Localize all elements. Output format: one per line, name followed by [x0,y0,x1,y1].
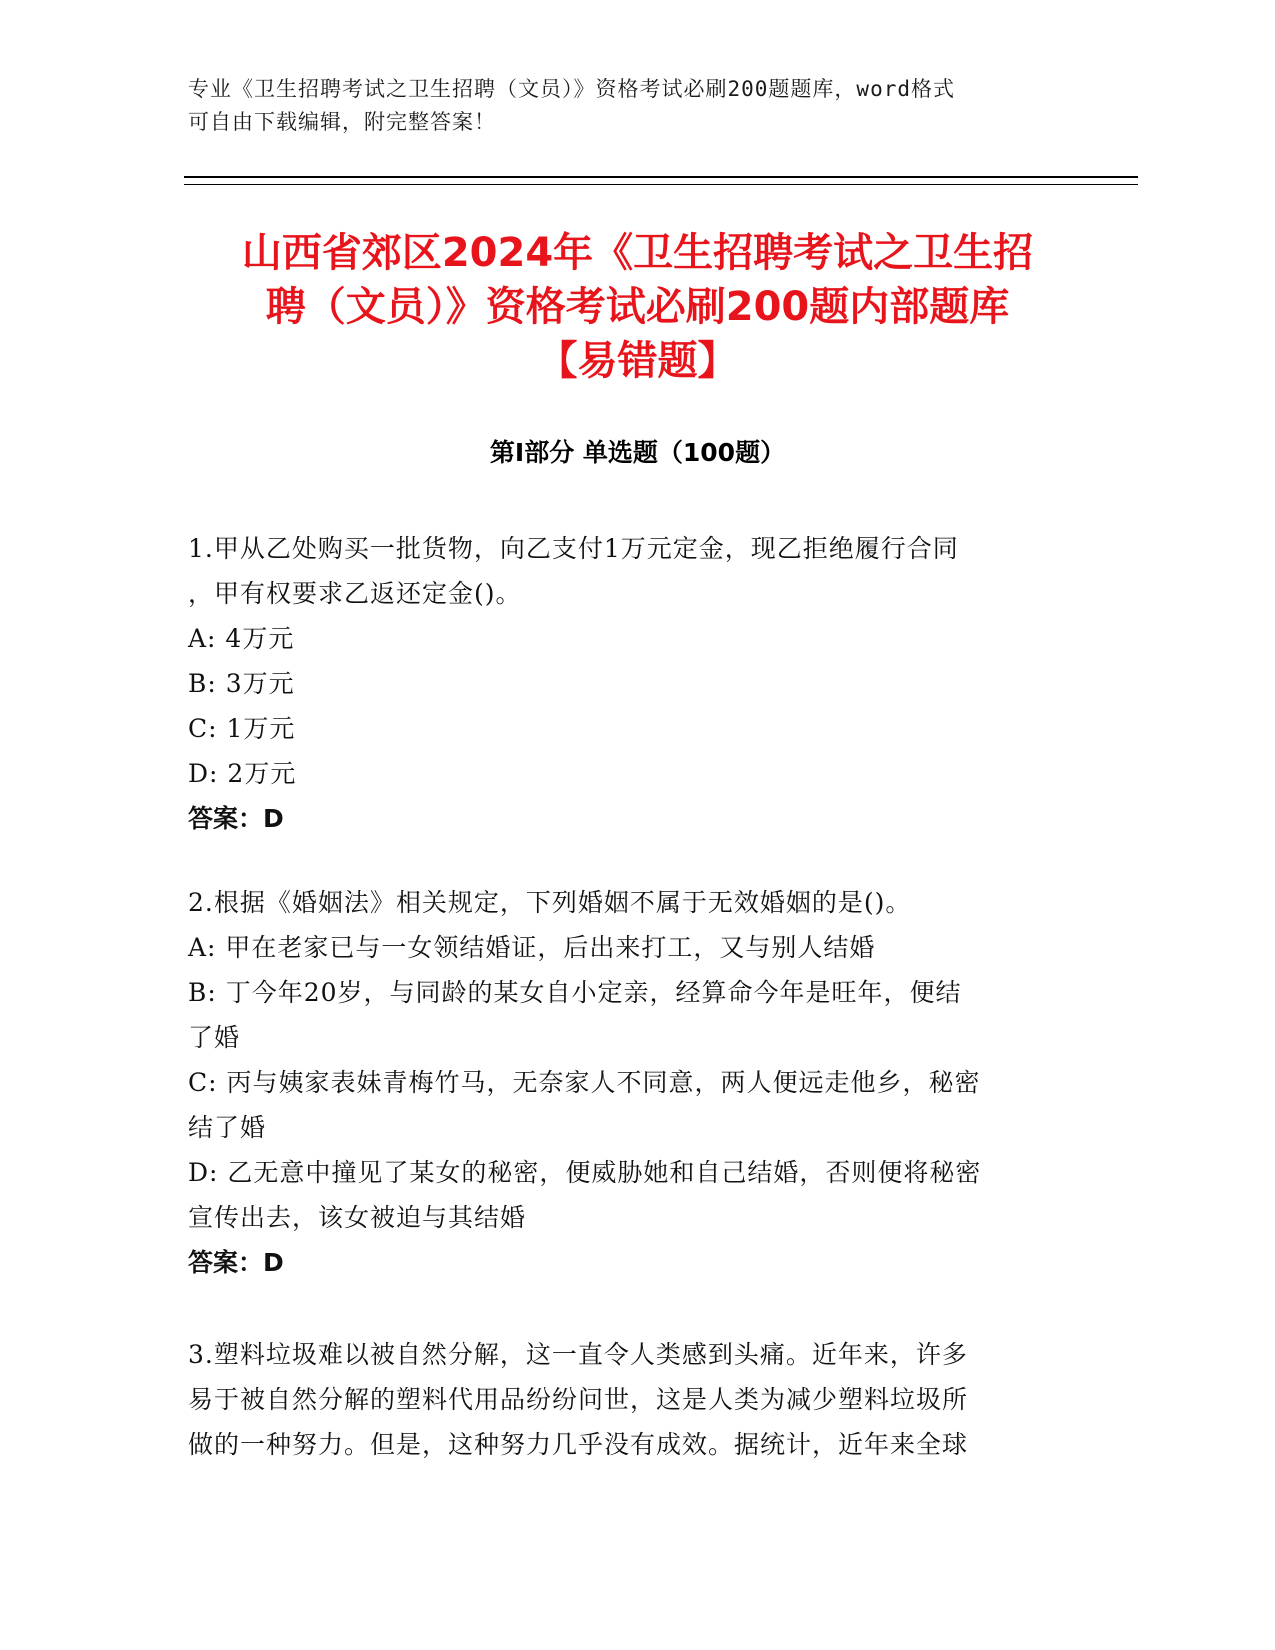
question-stem-line: 做的一种努力。但是，这种努力几乎没有成效。据统计，近年来全球 [188,1430,969,1459]
header-divider-thin [184,184,1138,185]
option-d-continued: 宣传出去，该女被迫与其结婚 [188,1203,527,1232]
header-note-line: 可自由下载编辑，附完整答案！ [188,110,496,134]
header-note-line: 专业《卫生招聘考试之卫生招聘（文员）》资格考试必刷200题题库，word格式 [188,77,955,101]
header-note [188,73,1068,139]
option-b: B: 丁今年20岁，与同龄的某女自小定亲，经算命今年是旺年，便结 [188,978,962,1007]
option-c: C: 丙与姨家表妹青梅竹马，无奈家人不同意，两人便远走他乡，秘密 [188,1068,981,1097]
question-3 [188,1332,1068,1467]
option-d: D: 2万元 [188,759,297,788]
section-heading: 第I部分 单选题（100题） [489,438,786,467]
question-2 [188,880,1068,1285]
answer-label: 答案：D [188,804,284,833]
answer-label: 答案：D [188,1248,284,1277]
question-stem-line: ，甲有权要求乙返还定金()。 [188,579,522,608]
question-1 [188,526,1068,841]
question-stem-line: 2.根据《婚姻法》相关规定，下列婚姻不属于无效婚姻的是()。 [188,888,912,917]
document-title [170,226,1105,388]
title-line: 聘（文员）》资格考试必刷200题内部题库 [265,284,1010,330]
option-a: A: 甲在老家已与一女领结婚证，后出来打工，又与别人结婚 [188,933,876,962]
option-a: A: 4万元 [188,624,295,653]
question-stem-line: 3.塑料垃圾难以被自然分解，这一直令人类感到头痛。近年来，许多 [188,1340,968,1369]
option-d: D: 乙无意中撞见了某女的秘密，便威胁她和自己结婚，否则便将秘密 [188,1158,982,1187]
option-b-continued: 了婚 [188,1023,241,1052]
question-stem-line: 1.甲从乙处购买一批货物，向乙支付1万元定金，现乙拒绝履行合同 [188,534,959,563]
header-divider-thick [184,176,1138,178]
question-stem-line: 易于被自然分解的塑料代用品纷纷问世，这是人类为减少塑料垃圾所 [188,1385,969,1414]
option-b: B: 3万元 [188,669,295,698]
title-line: 山西省郊区2024年《卫生招聘考试之卫生招 [241,230,1034,276]
title-line: 【易错题】 [537,338,738,384]
option-c-continued: 结了婚 [188,1113,267,1142]
option-c: C: 1万元 [188,714,296,743]
